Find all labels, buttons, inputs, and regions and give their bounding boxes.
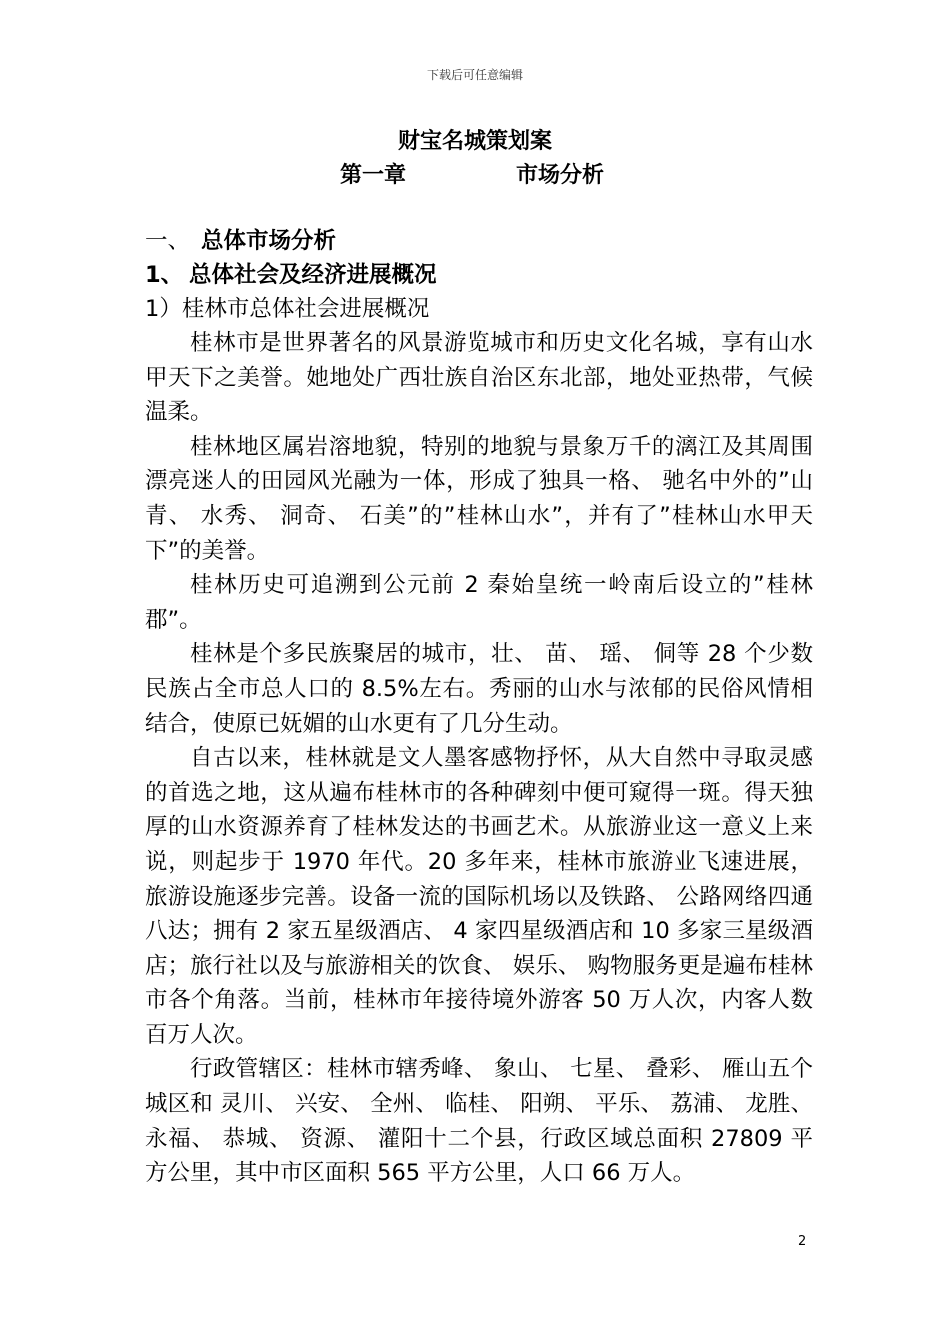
page-number: 2 xyxy=(798,1234,807,1249)
document-body xyxy=(145,224,813,1191)
header-note: 下载后可任意编辑 xyxy=(426,68,523,82)
paragraph: 桂林历史可追溯到公元前 2 秦始皇统一岭南后设立的”桂林郡”。 xyxy=(145,572,813,633)
document-title: 财宝名城策划案 xyxy=(397,129,552,154)
chapter-number: 第一章 xyxy=(340,163,407,188)
section-heading xyxy=(145,224,813,258)
paragraph: 桂林市是世界著名的风景游览城市和历史文化名城，享有山水甲天下之美誉。她地处广西壮族自治区东北部，地处亚热带，气候温柔。 xyxy=(145,330,813,426)
paragraph: 行政管辖区：桂林市辖秀峰、 象山、 七星、 叠彩、 雁山五个城区和 灵川、 兴安、 全州、 临桂、 阳朔、 平乐、 荔浦、 龙胜、 永福、 恭城、 资源、 灌阳十二个县，行政区域总面积 27809 平方公里，其中市区面积 565 平方公里，人口 66 万人。 xyxy=(145,1056,813,1187)
chapter-name: 市场分析 xyxy=(516,163,605,188)
subsection-number: 1、 xyxy=(145,262,184,288)
subsubsection-heading: 1）桂林市总体社会进展概况 xyxy=(145,296,430,322)
paragraph: 桂林地区属岩溶地貌，特别的地貌与景象万千的漓江及其周围漂亮迷人的田园风光融为一体，形成了独具一格、 驰名中外的”山青、 水秀、 洞奇、 石美”的”桂林山水”，并有了”桂林山水甲天下”的美誉。 xyxy=(145,433,813,564)
section-number: 一、 xyxy=(145,228,191,254)
subsection-heading xyxy=(145,258,813,292)
section-title: 总体市场分析 xyxy=(201,228,337,254)
subsection-title: 总体社会及经济进展概况 xyxy=(189,262,437,288)
paragraph: 自古以来，桂林就是文人墨客感物抒怀，从大自然中寻取灵感的首选之地，这从遍布桂林市的各种碑刻中便可窥得一斑。得天独厚的山水资源养育了桂林发达的书画艺术。从旅游业这一意义上来说，则起步于 1970 年代。20 多年来，桂林市旅游业飞速进展，旅游设施逐步完善。设备一流的国际机场以及铁路、 公路网络四通八达；拥有 2 家五星级酒店、 4 家四星级酒店和 10 多家三星级酒店；旅行社以及与旅游相关的饮食、 娱乐、 购物服务更是遍布桂林市各个角落。当前，桂林市年接待境外游客 50 万人次，内客人数百万人次。 xyxy=(145,745,813,1048)
chapter-heading xyxy=(340,158,604,189)
paragraph: 桂林是个多民族聚居的城市，壮、 苗、 瑶、 侗等 28 个少数民族占全市总人口的 8.5%左右。秀丽的山水与浓郁的民俗风情相结合，使原已妩媚的山水更有了几分生动。 xyxy=(145,641,813,737)
